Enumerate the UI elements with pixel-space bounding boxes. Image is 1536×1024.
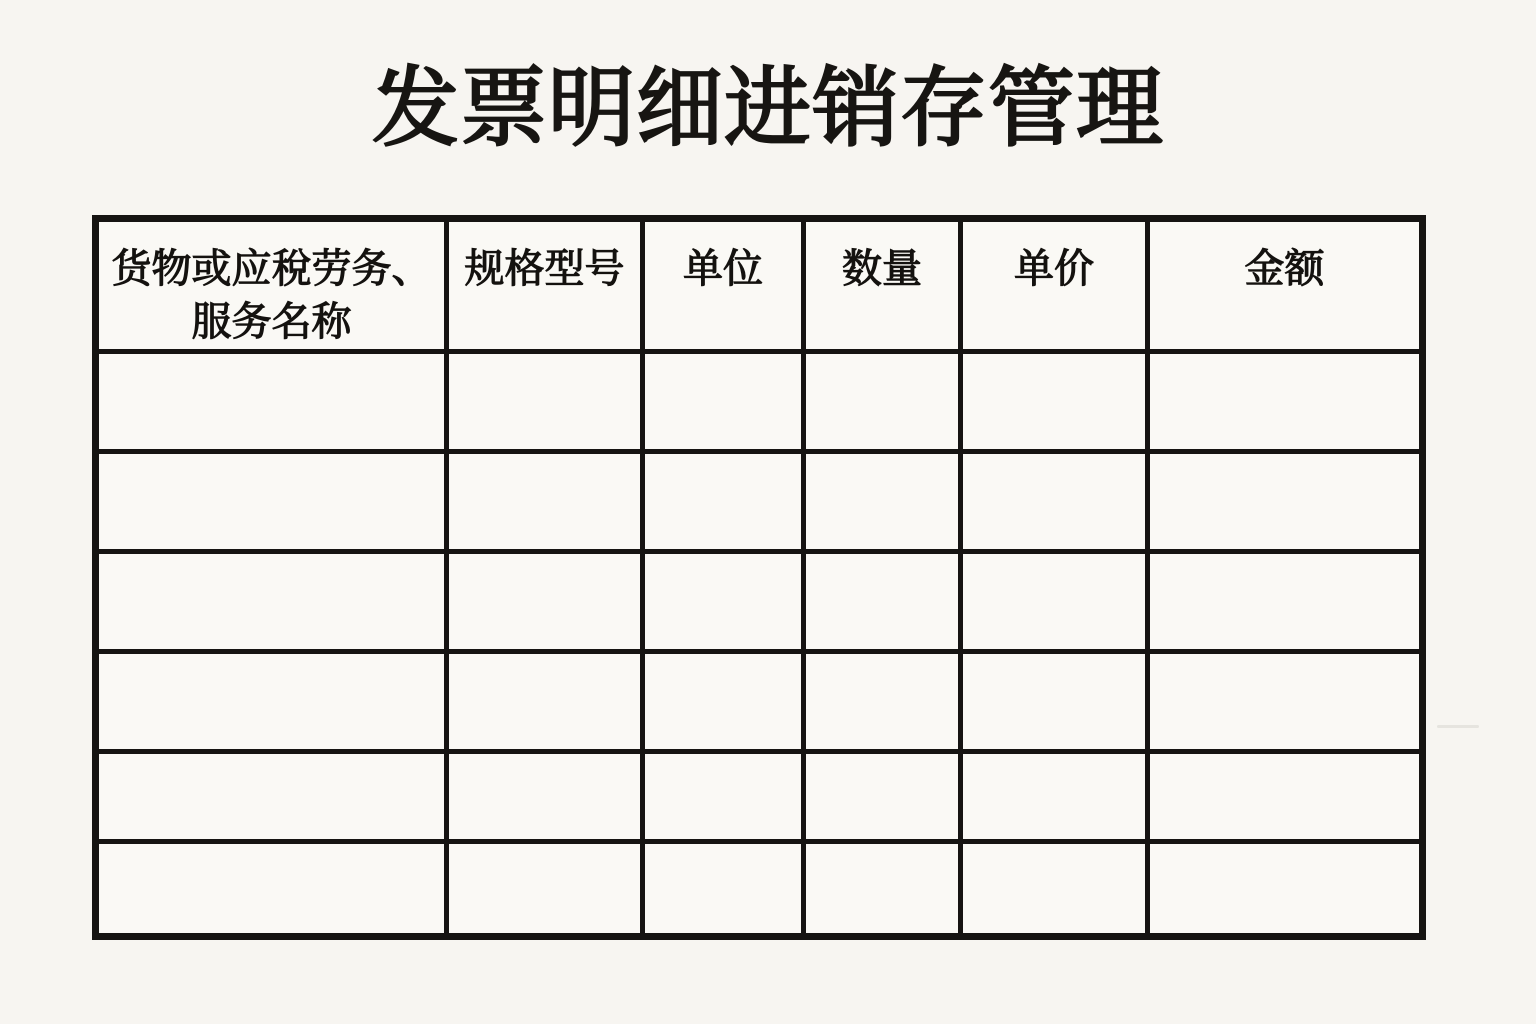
table-cell: [961, 451, 1148, 551]
table-cell: [96, 451, 447, 551]
column-header-goods-or-services: 货物或应稅劳务、服务名称: [96, 219, 447, 352]
table-cell: [1148, 841, 1423, 936]
table-cell: [961, 551, 1148, 651]
table-cell: [961, 351, 1148, 451]
table-cell: [447, 451, 643, 551]
table-cell: [643, 841, 804, 936]
table-cell: [804, 841, 961, 936]
table-cell: [96, 751, 447, 841]
table-body: [96, 351, 1423, 936]
table-row: [96, 351, 1423, 451]
column-header-quantity: 数量: [804, 219, 961, 352]
table-cell: [804, 751, 961, 841]
table-cell: [96, 651, 447, 751]
invoice-detail-table: [92, 215, 1426, 940]
table-cell: [643, 551, 804, 651]
table-cell: [804, 451, 961, 551]
table-cell: [1148, 751, 1423, 841]
table-cell: [804, 551, 961, 651]
table-cell: [447, 751, 643, 841]
table-cell: [447, 841, 643, 936]
table-cell: [96, 351, 447, 451]
column-header-unit-price: 单价: [961, 219, 1148, 352]
table-cell: [447, 351, 643, 451]
column-header-amount: 金额: [1148, 219, 1423, 352]
table-cell: [643, 651, 804, 751]
table-row: [96, 751, 1423, 841]
table-cell: [96, 841, 447, 936]
table-cell: [961, 751, 1148, 841]
table-row: [96, 651, 1423, 751]
table-header: [96, 219, 1423, 352]
page-title: 发票明细进销存管理: [372, 60, 1164, 157]
column-header-spec-model: 规格型号: [447, 219, 643, 352]
table-cell: [1148, 351, 1423, 451]
table-row: [96, 551, 1423, 651]
table-cell: [447, 551, 643, 651]
table-cell: [1148, 551, 1423, 651]
table-cell: [1148, 451, 1423, 551]
faint-artifact-dash: [1437, 725, 1479, 728]
table-cell: [804, 651, 961, 751]
table-cell: [804, 351, 961, 451]
table-cell: [643, 351, 804, 451]
table-cell: [643, 451, 804, 551]
table-cell: [643, 751, 804, 841]
table-cell: [447, 651, 643, 751]
column-header-unit: 单位: [643, 219, 804, 352]
table-cell: [961, 651, 1148, 751]
table-cell: [1148, 651, 1423, 751]
table-cell: [96, 551, 447, 651]
table-row: [96, 451, 1423, 551]
table-cell: [961, 841, 1148, 936]
table-row: [96, 841, 1423, 936]
header-row: [96, 219, 1423, 352]
